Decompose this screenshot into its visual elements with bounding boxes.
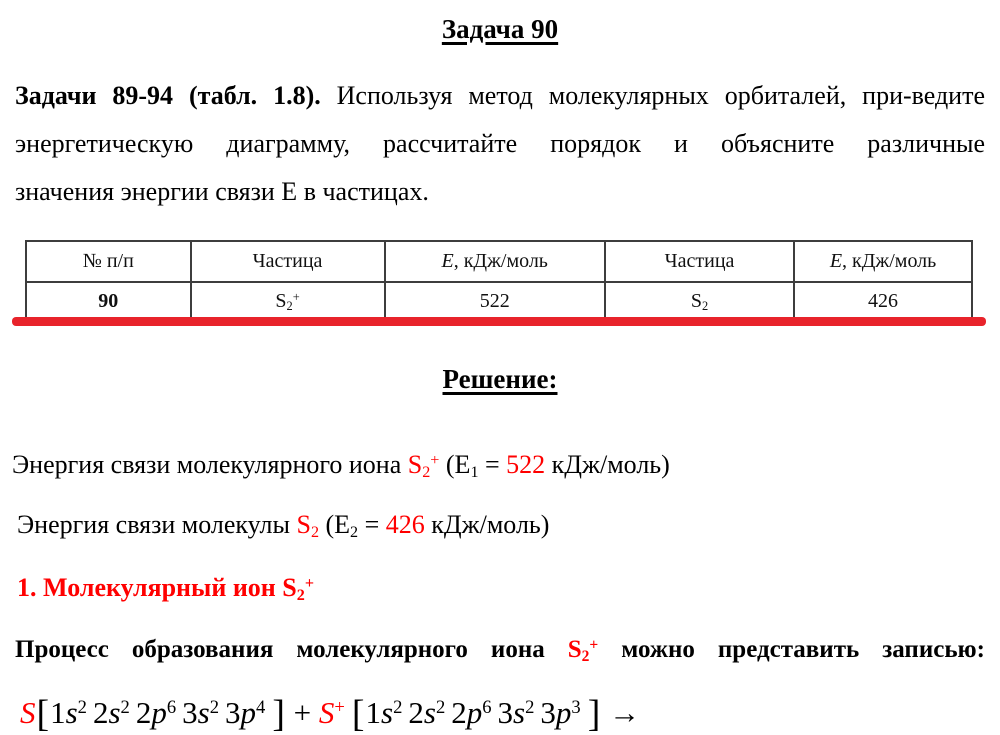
solution-heading: Решение:	[442, 364, 558, 394]
formula-token: p	[466, 695, 483, 730]
energy-index: 1	[470, 464, 479, 482]
red-divider-line	[12, 317, 986, 326]
formula-token: 2	[92, 695, 109, 730]
header-energy-unit: , кДж/моль	[842, 250, 937, 272]
formula-token: 3	[182, 695, 198, 730]
formula-token: 2	[209, 696, 220, 718]
formula-token: +	[334, 696, 345, 718]
header-energy-symbol: E	[829, 250, 843, 272]
formula-token: p	[240, 695, 257, 730]
formula-token: 3	[540, 695, 556, 730]
cell-energy-1: 522	[385, 282, 605, 320]
equals-sign: =	[358, 510, 386, 539]
particle-subscript: 2	[286, 298, 293, 313]
ion-subscript: 2	[422, 464, 431, 482]
process-text-pre: Процесс образования молекулярного иона	[15, 636, 568, 663]
formula-token: 3	[497, 695, 514, 730]
formula-token: 4	[256, 696, 266, 718]
formula-token: →	[601, 695, 641, 730]
process-text-post: можно представить записью:	[598, 636, 985, 663]
energy-symbol-text: (Е	[319, 510, 351, 539]
ion-line-text: Энергия связи молекулярного иона	[12, 450, 408, 479]
intro-lead-rest: Используя метод молекулярных орбиталей, при-ведите	[336, 81, 986, 110]
process-line	[15, 636, 985, 664]
particle-charge: +	[292, 289, 300, 304]
formula-token: ]	[587, 693, 601, 735]
energy-unit: кДж/моль)	[424, 510, 550, 539]
formula-token: 6	[482, 696, 492, 718]
process-ion-subscript: 2	[581, 647, 590, 665]
particle-symbol: S	[275, 289, 287, 312]
cell-particle-1	[191, 282, 385, 320]
formula-token: ]	[272, 693, 285, 735]
intro-line-2: энергетическую диаграмму, рассчитайте порядок и объясните различные	[15, 129, 985, 158]
formula-token: 1	[365, 695, 381, 730]
formula-token: 1	[50, 695, 66, 730]
page-title: Задача 90	[441, 14, 559, 44]
header-energy-symbol: E	[441, 250, 454, 272]
process-ion-charge: +	[589, 636, 599, 654]
formula-token: s	[65, 695, 78, 730]
particle-subscript: 2	[701, 298, 709, 313]
formula-token: p	[555, 695, 572, 730]
header-energy-2	[794, 241, 972, 282]
energy-value: 522	[506, 450, 546, 479]
section-1-heading	[17, 573, 314, 603]
formula-token: s	[108, 695, 121, 730]
header-particle-1: Частица	[191, 241, 385, 282]
table-header-row	[26, 241, 972, 282]
formula-token: s	[423, 695, 436, 730]
cell-energy-2: 426	[794, 282, 972, 320]
equals-sign: =	[478, 450, 507, 479]
table-row	[26, 282, 972, 320]
formula-token: 2	[451, 695, 467, 730]
ion-energy-line	[12, 450, 670, 480]
intro-paragraph	[15, 72, 985, 216]
energy-value: 426	[385, 510, 425, 539]
data-table	[25, 240, 973, 321]
formula-token: +	[285, 695, 319, 730]
formula-token: [	[351, 693, 365, 735]
formula-token: [	[36, 693, 50, 735]
header-energy-1	[385, 241, 605, 282]
section-1-text: 1. Молекулярный ион	[17, 573, 283, 602]
ion-charge: +	[430, 451, 440, 469]
formula-token: 2	[393, 696, 403, 718]
intro-line-1	[15, 72, 985, 120]
section-ion-subscript: 2	[296, 587, 305, 605]
section-ion-symbol: S	[282, 573, 297, 602]
formula-token: 2	[435, 696, 446, 718]
molecule-subscript: 2	[310, 524, 319, 542]
process-ion-symbol: S	[567, 636, 582, 663]
cell-num: 90	[26, 282, 191, 320]
section-ion-charge: +	[304, 574, 314, 592]
particle-symbol: S	[690, 289, 702, 312]
formula-token: 2	[525, 696, 535, 718]
formula-token: 2	[135, 695, 152, 730]
header-num: № п/п	[26, 241, 191, 282]
formula-token: s	[513, 695, 526, 730]
header-energy-unit: , кДж/моль	[453, 250, 548, 272]
molecule-energy-line	[17, 510, 549, 540]
ion-symbol: S	[407, 450, 423, 479]
formula-token: s	[380, 695, 394, 730]
molecule-symbol: S	[296, 510, 311, 539]
intro-lead-bold: Задачи 89-94 (табл. 1.8).	[15, 81, 321, 110]
molecule-line-text: Энергия связи молекулы	[17, 510, 297, 539]
header-particle-2: Частица	[605, 241, 794, 282]
formula-token: S	[318, 695, 335, 730]
formula-token: p	[151, 695, 167, 730]
formula-token: 2	[77, 696, 87, 718]
cell-particle-2	[605, 282, 794, 320]
formula-token: 3	[571, 696, 581, 718]
energy-unit: кДж/моль)	[545, 450, 670, 479]
formula-token: 3	[225, 695, 241, 730]
formula-token: 6	[166, 696, 177, 718]
energy-symbol-text: (Е	[439, 450, 471, 479]
formula-token: 2	[408, 695, 424, 730]
energy-index: 2	[350, 524, 359, 542]
electron-configuration-formula	[20, 693, 641, 735]
formula-token: S	[20, 695, 36, 730]
formula-token: 2	[120, 696, 130, 718]
intro-line-3: значения энергии связи Е в частицах.	[15, 177, 429, 206]
formula-token: s	[197, 695, 210, 730]
